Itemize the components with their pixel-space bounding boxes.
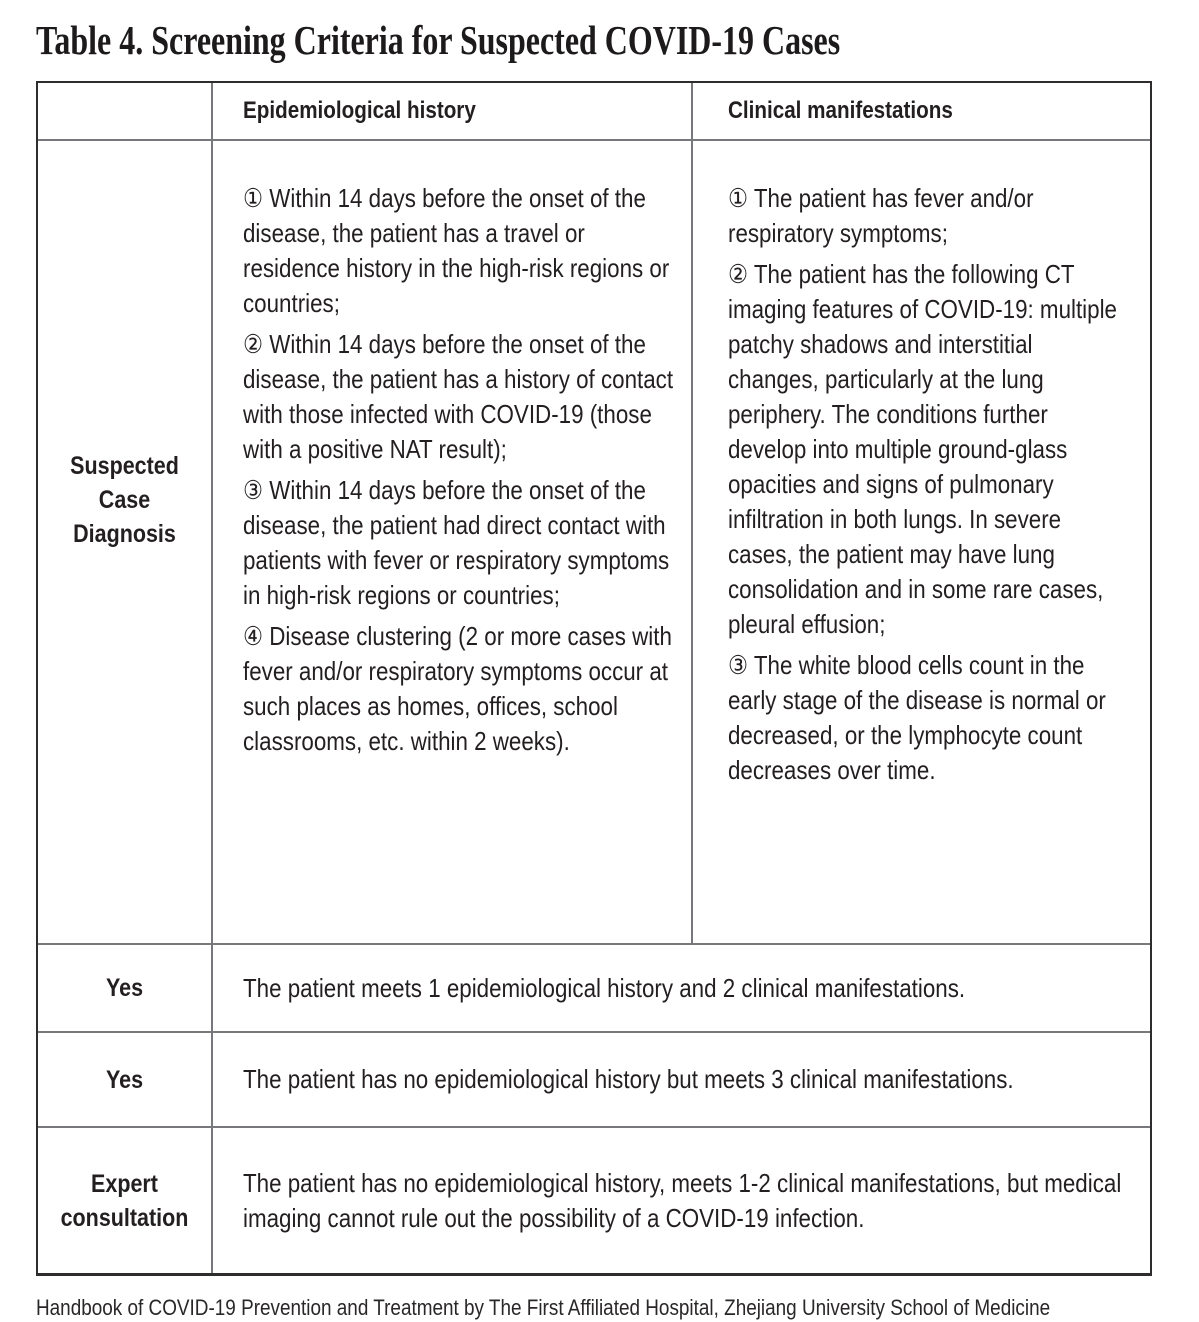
decision-label-cell-1 — [38, 945, 213, 1033]
decision-text-cell-2 — [213, 1033, 1150, 1128]
screening-table-frame — [36, 81, 1152, 1276]
clinical-item-1: ① The patient has fever and/or respiratory symptoms; — [728, 183, 1034, 248]
column-header-cell-epidemiological — [213, 83, 693, 141]
column-header-cell-clinical — [693, 83, 1150, 141]
clinical-criteria-list — [728, 181, 1119, 788]
clinical-manifestations-cell — [693, 141, 1150, 945]
screening-criteria-table — [38, 83, 1150, 1273]
suspected-case-diagnosis-row — [38, 141, 1150, 945]
decision-label-yes-2: Yes — [105, 1065, 144, 1094]
epidemiological-item-1: ① Within 14 days before the onset of the disease, the patient has a travel or residence history in the high-risk regions or countries; — [243, 183, 670, 318]
row-label-cell-diagnosis — [38, 141, 213, 945]
decision-text-cell-3 — [213, 1128, 1150, 1273]
decision-label-expert-consultation: Expert consultation — [60, 1169, 189, 1232]
row-label-suspected-case-diagnosis: Suspected Case Diagnosis — [70, 452, 179, 548]
decision-row-yes-1 — [38, 945, 1150, 1033]
decision-row-expert-consultation — [38, 1128, 1150, 1273]
decision-label-yes-1: Yes — [105, 974, 144, 1002]
decision-text-1: The patient meets 1 epidemiological history and 2 clinical manifestations. — [243, 972, 966, 1003]
epidemiological-history-cell — [213, 141, 693, 945]
decision-text-cell-1 — [213, 945, 1150, 1033]
epidemiological-criteria-list — [243, 181, 677, 759]
source-caption: Handbook of COVID-19 Prevention and Treatment by The First Affiliated Hospital, Zhejiang University School of Medicine — [36, 1295, 1051, 1320]
clinical-item-2: ② The patient has the following CT imaging features of COVID-19: multiple patchy shadows and interstitial changes, particularly at the lung periphery. The conditions further develop into multiple ground-glass opacities and signs of pulmonary infiltration in both lungs. In severe cases, the patient may have lung consolidation and in some rare cases, pleural effusion; — [728, 259, 1117, 639]
decision-row-yes-2 — [38, 1033, 1150, 1128]
decision-label-cell-3 — [38, 1128, 213, 1273]
decision-text-2: The patient has no epidemiological history but meets 3 clinical manifestations. — [243, 1064, 1014, 1094]
column-header-epidemiological: Epidemiological history — [243, 97, 476, 124]
decision-label-cell-2 — [38, 1033, 213, 1128]
column-header-clinical: Clinical manifestations — [728, 97, 953, 124]
corner-empty-cell — [38, 83, 213, 141]
decision-text-3: The patient has no epidemiological history, meets 1-2 clinical manifestations, but medical imaging cannot rule out the possibility of a COVID-19 infection. — [243, 1167, 1122, 1233]
table-header-row — [38, 83, 1150, 141]
clinical-item-3: ③ The white blood cells count in the early stage of the disease is normal or decreased, or the lymphocyte count decreases over time. — [728, 650, 1106, 785]
table-title: Table 4. Screening Criteria for Suspected COVID-19 Cases — [36, 17, 841, 63]
epidemiological-item-2: ② Within 14 days before the onset of the disease, the patient has a history of contact with those infected with COVID-19 (those with a positive NAT result); — [243, 329, 674, 464]
epidemiological-item-4: ④ Disease clustering (2 or more cases with fever and/or respiratory symptoms occur at such places as homes, offices, school classrooms, etc. within 2 weeks). — [243, 621, 672, 756]
epidemiological-item-3: ③ Within 14 days before the onset of the disease, the patient had direct contact with patients with fever or respiratory symptoms in high-risk regions or countries; — [243, 475, 670, 610]
